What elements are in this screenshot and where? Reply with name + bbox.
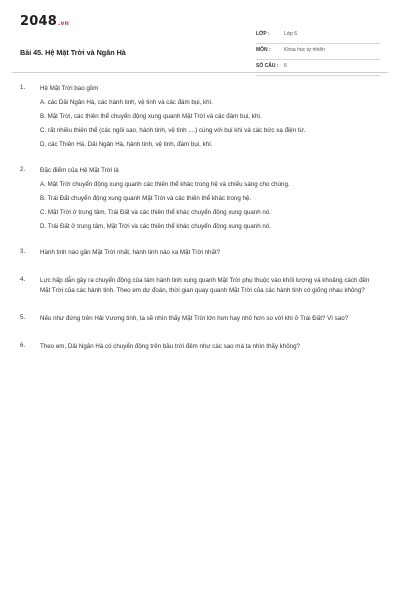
question-number: 2. <box>20 166 26 173</box>
site-logo[interactable] <box>20 14 69 29</box>
question-number: 6. <box>20 342 26 349</box>
meta-key: MÔN : <box>256 47 271 53</box>
worksheet-header <box>20 14 380 76</box>
question-stem: Đặc điểm của Hệ Mặt Trời là <box>40 167 119 174</box>
logo-tld: .vn <box>57 20 70 27</box>
question-item <box>20 276 380 296</box>
answer-option: C. Mặt Trời ở trung tâm, Trái Đất và các thiên thể khác chuyển động xung quanh nó. <box>40 209 271 216</box>
header-divider <box>12 72 388 73</box>
answer-option: D. các Thiên Hà, Dải Ngân Hà, hành tinh, vệ tinh, đám bụi, khí. <box>40 141 213 148</box>
question-stem: Nếu như đứng trên Hải Vương tinh, ta sẽ nhìn thấy Mặt Trời lớn hơn hay nhỏ hơn so với khi ở Trái Đất? Vì sao? <box>40 315 349 322</box>
lesson-title: Bài 45. Hệ Mặt Trời và Ngân Hà <box>20 48 126 57</box>
answer-option: D. Trái Đất ở trung tâm, Mặt Trời và các thiên thể khác chuyển động xung quanh nó. <box>40 223 271 230</box>
question-list <box>20 84 380 352</box>
question-number: 4. <box>20 276 26 283</box>
logo-main: 2048 <box>20 14 57 29</box>
meta-value: 6 <box>284 63 287 69</box>
question-item <box>20 248 380 258</box>
meta-value: Khoa học tự nhiên <box>284 47 325 53</box>
meta-table <box>256 28 380 76</box>
question-item <box>20 342 380 352</box>
answer-option: C. rất nhiều thiên thể (các ngôi sao, hành tinh, vệ tinh ....) cùng với bụi khí và các bức xạ điện từ. <box>40 127 306 134</box>
question-number: 3. <box>20 248 26 255</box>
answer-option: A. Mặt Trời chuyển động xung quanh các thiên thể khác trong hệ và chiếu sáng cho chúng. <box>40 181 290 188</box>
question-stem: Hành tinh nào gần Mặt Trời nhất, hành tinh nào xa Mặt Trời nhất? <box>40 249 221 256</box>
meta-row-class <box>256 28 380 44</box>
meta-key: SỐ CÂU : <box>256 63 279 69</box>
meta-value: Lớp 6 <box>284 31 298 37</box>
answer-option: A. các Dải Ngân Hà, các hành tinh, vệ tinh và các đám bụi, khí. <box>40 99 213 106</box>
question-number: 5. <box>20 314 26 321</box>
question-stem: Hệ Mặt Trời bao gồm <box>40 85 99 92</box>
answer-option: B. Trái Đất chuyển động xung quanh Mặt Trời và các thiên thể khác trong hệ. <box>40 195 252 202</box>
meta-row-subject <box>256 44 380 60</box>
question-stem: Theo em, Dải Ngân Hà có chuyển động trên bầu trời đêm như các sao mà ta nhìn thấy không? <box>40 343 300 350</box>
question-item <box>20 166 380 232</box>
question-item <box>20 84 380 150</box>
answer-option: B. Mặt Trời, các thiên thể chuyển động xung quanh Mặt Trời và các đám bụi, khí. <box>40 113 262 120</box>
meta-row-count <box>256 60 380 76</box>
question-item <box>20 314 380 324</box>
meta-key: LỚP : <box>256 31 270 37</box>
question-stem: Lực hấp dẫn gây ra chuyển động của tám hành tinh xung quanh Mặt Trời phụ thuộc vào khối lượng và khoảng cách đến Mặt Trời của các hành tinh. Theo em dự đoán, thời gian quay quanh Mặt Trời của các hành tinh có giống nhau không? <box>40 277 370 294</box>
question-number: 1. <box>20 84 26 91</box>
